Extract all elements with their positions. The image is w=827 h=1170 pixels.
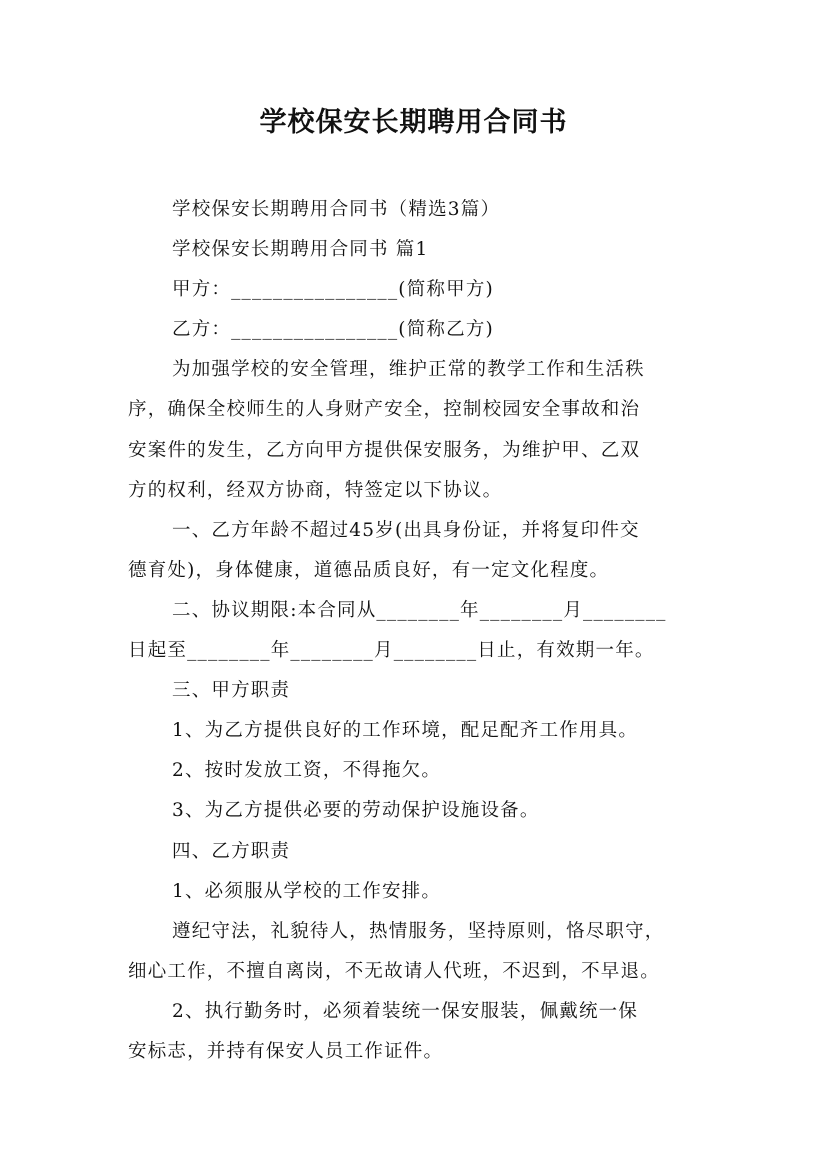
document-line: 遵纪守法，礼貌待人，热情服务，坚持原则，恪尽职守， bbox=[172, 920, 665, 942]
document-line: 日起至________年________月________日止，有效期一年。 bbox=[128, 640, 655, 662]
document-line: 为加强学校的安全管理，维护正常的教学工作和生活秩 bbox=[172, 359, 645, 381]
document-line: 乙方：________________(简称乙方) bbox=[172, 319, 494, 341]
document-line: 1、必须服从学校的工作安排。 bbox=[172, 880, 442, 902]
document-line: 甲方：________________(简称甲方) bbox=[172, 279, 494, 301]
document-line: 二、协议期限:本合同从________年________月________ bbox=[172, 599, 667, 621]
document-line: 德育处)，身体健康，道德品质良好，有一定文化程度。 bbox=[128, 559, 610, 581]
document-line: 3、为乙方提供必要的劳动保护设施设备。 bbox=[172, 800, 540, 822]
document-line: 序，确保全校师生的人身财产安全，控制校园安全事故和治 bbox=[128, 399, 641, 421]
document-line: 2、执行勤务时，必须着装统一保安服装，佩戴统一保 bbox=[172, 1000, 639, 1022]
document-line: 2、按时发放工资，不得拖欠。 bbox=[172, 760, 442, 782]
document-line: 安标志，并持有保安人员工作证件。 bbox=[128, 1040, 444, 1062]
document-title: 学校保安长期聘用合同书 bbox=[259, 107, 568, 138]
document-line: 四、乙方职责 bbox=[172, 840, 291, 862]
document-body bbox=[128, 190, 718, 1072]
document-line: 学校保安长期聘用合同书 篇1 bbox=[172, 239, 429, 261]
document-line: 1、为乙方提供良好的工作环境，配足配齐工作用具。 bbox=[172, 720, 639, 742]
document-line: 细心工作，不擅自离岗，不无故请人代班，不迟到，不早退。 bbox=[128, 960, 660, 982]
document-line: 一、乙方年龄不超过45岁(出具身份证，并将复印件交 bbox=[172, 519, 640, 541]
document-line: 方的权利，经双方协商，特签定以下协议。 bbox=[128, 479, 503, 501]
document-line: 学校保安长期聘用合同书（精选3篇） bbox=[172, 199, 501, 220]
document-line: 安案件的发生，乙方向甲方提供保安服务，为维护甲、乙双 bbox=[128, 439, 641, 461]
document-line: 三、甲方职责 bbox=[172, 680, 291, 702]
